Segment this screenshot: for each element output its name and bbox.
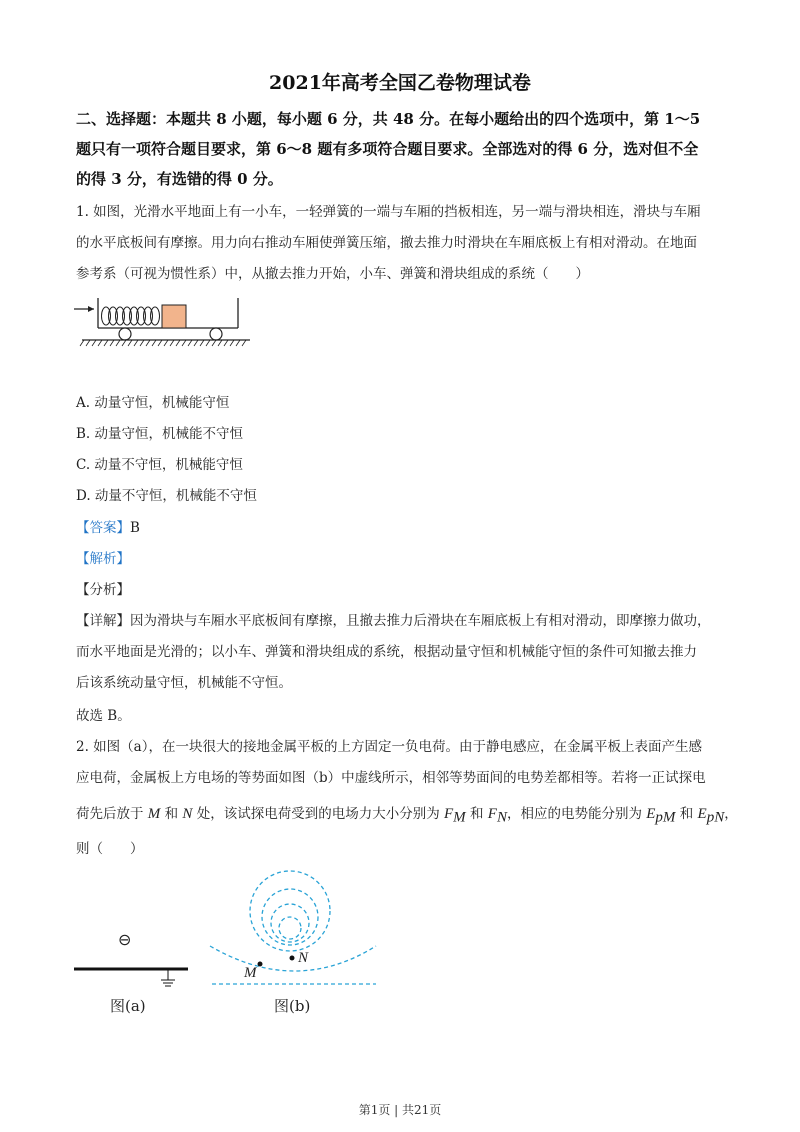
- right-wheel: [210, 328, 222, 340]
- grounded-plate-figure: [74, 960, 194, 992]
- stem-line: 应电荷，金属板上方电场的等势面如图（b）中虚线所示，相邻等势面间的电势差都相等。若将一正试探电: [76, 770, 706, 786]
- answer-row: [76, 518, 140, 538]
- ground-hatch: [80, 340, 246, 346]
- stem-line: 则（ ）: [76, 841, 144, 857]
- figure-a-caption: 图(a): [110, 997, 146, 1015]
- section-header-line: 的得 3 分，有选错的得 0 分。: [76, 170, 283, 188]
- section-header: [76, 104, 728, 194]
- label-m: M: [244, 965, 257, 981]
- stem-line: 参考系（可视为惯性系）中，从撤去推力开始，小车、弹簧和滑块组成的系统（ ）: [76, 266, 589, 282]
- point-n: [290, 956, 295, 961]
- stem-line: 2. 如图（a），在一块很大的接地金属平板的上方固定一负电荷。由于静电感应，在金属平板上表面产生感: [76, 739, 702, 755]
- conclusion: 故选 B。: [76, 708, 131, 724]
- question-1-stem: [76, 197, 728, 290]
- stem-line: 1. 如图，光滑水平地面上有一小车，一轻弹簧的一端与车厢的挡板相连，另一端与滑块相连，滑块与车厢: [76, 204, 701, 220]
- page-footer: 第1页 | 共21页: [358, 1103, 442, 1117]
- detail-line: 后该系统动量守恒，机械能不守恒。: [76, 675, 292, 691]
- analysis-tag: 【解析】: [76, 551, 130, 567]
- section-header-line: 题只有一项符合题目要求，第 6～8 题有多项符合题目要求。全部选对的得 6 分，选对但不全: [76, 140, 699, 158]
- stem-line-formula: 荷先后放于 M 和 N 处，该试探电荷受到的电场力大小分别为 $F_M$ 和 $F_N$，相应的电势能分别为 $E_{pM}$ 和 $E_{pN}$，: [76, 806, 738, 826]
- equipotential-lines: [210, 871, 376, 984]
- option-a: A. 动量守恒，机械能守恒: [76, 395, 230, 411]
- detail-block: [76, 606, 728, 699]
- section-header-line: 二、选择题：本题共 8 小题，每小题 6 分，共 48 分。在每小题给出的四个选项中，第 1～5: [76, 110, 701, 128]
- detail-text: 因为滑块与车厢水平底板间有摩擦，且撤去推力后滑块在车厢底板上有相对滑动，即摩擦力做功，: [130, 613, 711, 629]
- option-c: C. 动量不守恒，机械能守恒: [76, 457, 243, 473]
- left-wheel: [119, 328, 131, 340]
- cart-spring-figure: [74, 298, 250, 354]
- label-n: N: [298, 950, 309, 966]
- fenxi-tag: 【分析】: [76, 582, 130, 598]
- slider-block: [162, 305, 186, 328]
- option-d: D. 动量不守恒，机械能不守恒: [76, 488, 257, 504]
- detail-line: [76, 606, 728, 637]
- detail-tag: 【详解】: [76, 613, 130, 629]
- negative-charge-symbol: ⊖: [118, 930, 132, 949]
- question-2-stem: [76, 732, 738, 865]
- figure-b-caption: 图(b): [274, 997, 311, 1015]
- equipotential-figure: [206, 868, 386, 992]
- spring: [102, 307, 160, 325]
- detail-line: 而水平地面是光滑的；以小车、弹簧和滑块组成的系统，根据动量守恒和机械能守恒的条件可知撤去推力: [76, 644, 697, 660]
- page-title: 2021年高考全国乙卷物理试卷: [269, 72, 531, 94]
- push-arrow-head: [88, 306, 94, 312]
- answer-tag: 【答案】: [76, 520, 130, 536]
- stem-line: 的水平底板间有摩擦。用力向右推动车厢使弹簧压缩，撤去推力时滑块在车厢底板上有相对滑动。在地面: [76, 235, 697, 251]
- point-m: [258, 962, 263, 967]
- option-b: B. 动量守恒，机械能不守恒: [76, 426, 244, 442]
- answer-value: B: [130, 520, 140, 536]
